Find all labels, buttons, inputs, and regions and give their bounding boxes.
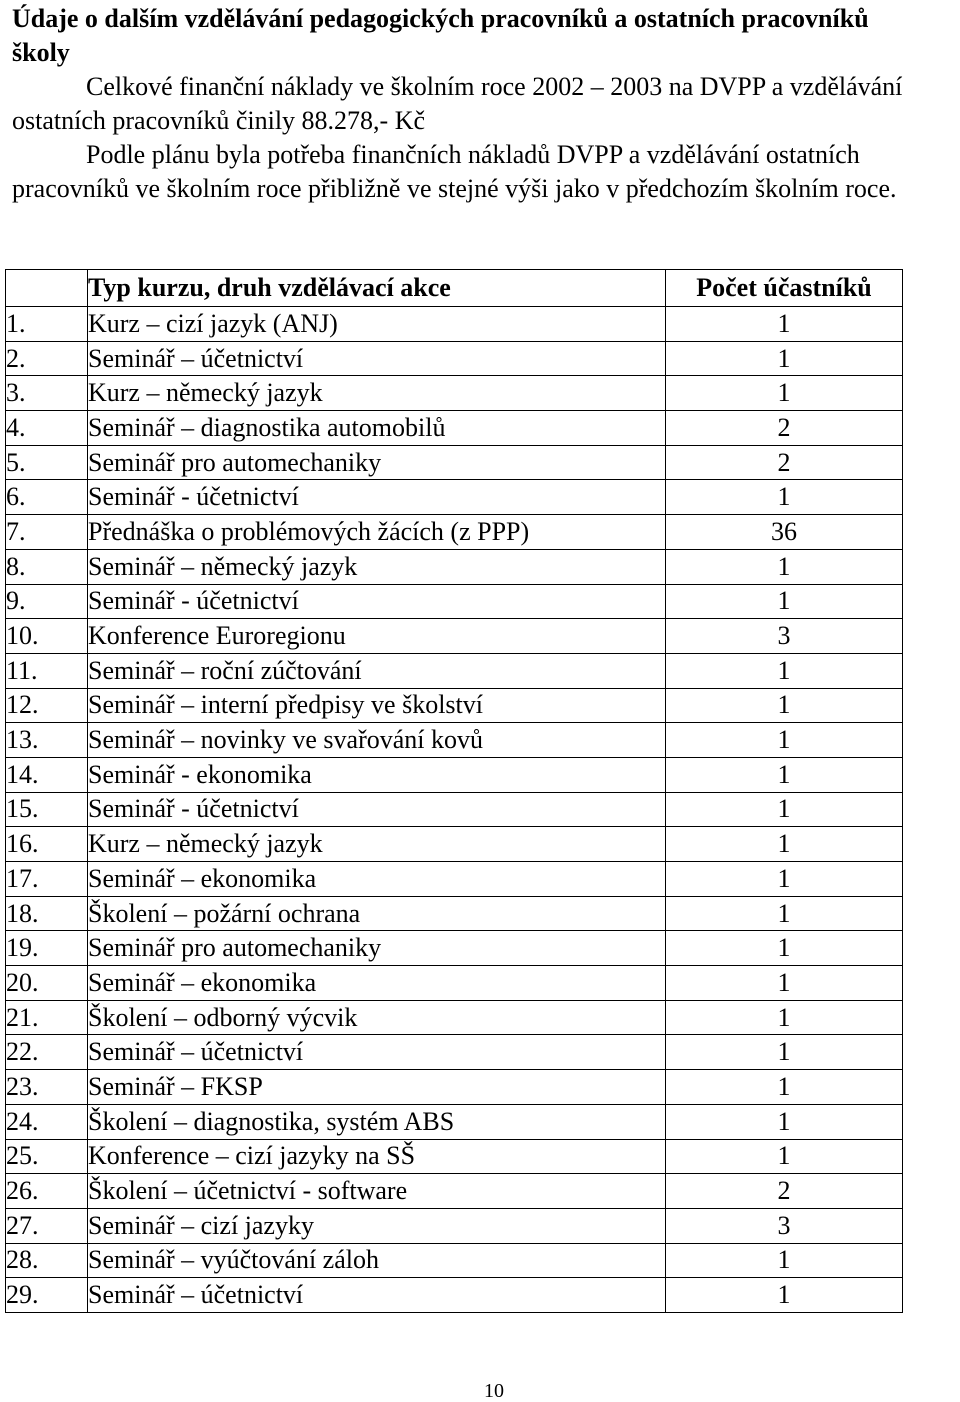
header-course-type: Typ kurzu, druh vzdělávací akce [88,270,666,307]
participant-count: 2 [666,1174,903,1209]
table-row [6,411,903,446]
course-name: Seminář – ekonomika [88,966,666,1001]
page-number: 10 [484,1380,504,1402]
table-row [6,723,903,758]
table-row [6,1035,903,1070]
table-row [6,966,903,1001]
participant-count: 1 [666,966,903,1001]
row-number: 28. [6,1243,88,1278]
course-name: Školení – účetnictví - software [88,1174,666,1209]
row-number: 29. [6,1278,88,1313]
row-number: 13. [6,723,88,758]
participant-count: 1 [666,341,903,376]
table-row [6,619,903,654]
section-heading: Údaje o dalším vzdělávání pedagogických pracovníků a ostatních pracovníků školy [12,4,869,67]
row-number: 7. [6,515,88,550]
row-number: 12. [6,688,88,723]
row-number: 3. [6,376,88,411]
course-name: Školení – požární ochrana [88,896,666,931]
participant-count: 1 [666,896,903,931]
course-name: Kurz – německý jazyk [88,376,666,411]
participant-count: 1 [666,1278,903,1313]
course-name: Seminář - účetnictví [88,792,666,827]
course-name: Seminář – FKSP [88,1070,666,1105]
course-name: Seminář – diagnostika automobilů [88,411,666,446]
participant-count: 1 [666,584,903,619]
table-row [6,549,903,584]
participant-count: 1 [666,653,903,688]
table-row [6,1208,903,1243]
row-number: 1. [6,307,88,342]
table-row [6,307,903,342]
table-row [6,862,903,897]
row-number: 18. [6,896,88,931]
table-row [6,515,903,550]
row-number: 4. [6,411,88,446]
table-row [6,1139,903,1174]
courses-table [5,269,903,1313]
course-name: Seminář – novinky ve svařování kovů [88,723,666,758]
row-number: 2. [6,341,88,376]
participant-count: 1 [666,480,903,515]
table-row [6,480,903,515]
participant-count: 2 [666,411,903,446]
row-number: 11. [6,653,88,688]
participant-count: 1 [666,307,903,342]
row-number: 22. [6,1035,88,1070]
participant-count: 36 [666,515,903,550]
participant-count: 1 [666,757,903,792]
table-row [6,1104,903,1139]
table-row [6,896,903,931]
table-row [6,653,903,688]
row-number: 17. [6,862,88,897]
row-number: 6. [6,480,88,515]
table-row [6,1174,903,1209]
table-row [6,584,903,619]
table-row [6,1278,903,1313]
course-name: Seminář – německý jazyk [88,549,666,584]
course-name: Konference Euroregionu [88,619,666,654]
costs-paragraph: Celkové finanční náklady ve školním roce 2002 – 2003 na DVPP a vzdělávání ostatních pracovníků činily 88.278,- Kč [12,72,903,135]
row-number: 25. [6,1139,88,1174]
table-row [6,827,903,862]
table-row [6,931,903,966]
course-name: Školení – diagnostika, systém ABS [88,1104,666,1139]
course-name: Konference – cizí jazyky na SŠ [88,1139,666,1174]
row-number: 20. [6,966,88,1001]
row-number: 19. [6,931,88,966]
course-name: Seminář - účetnictví [88,584,666,619]
row-number: 16. [6,827,88,862]
table-header-row [6,270,903,307]
course-name: Kurz – německý jazyk [88,827,666,862]
row-number: 23. [6,1070,88,1105]
participant-count: 1 [666,723,903,758]
table-row [6,1000,903,1035]
row-number: 24. [6,1104,88,1139]
course-name: Seminář – cizí jazyky [88,1208,666,1243]
row-number: 5. [6,445,88,480]
participant-count: 1 [666,376,903,411]
course-name: Seminář – účetnictví [88,1035,666,1070]
course-name: Seminář pro automechaniky [88,445,666,480]
row-number: 27. [6,1208,88,1243]
header-number-cell [6,270,88,307]
course-name: Seminář - účetnictví [88,480,666,515]
participant-count: 1 [666,549,903,584]
course-name: Seminář – roční zúčtování [88,653,666,688]
participant-count: 2 [666,445,903,480]
participant-count: 1 [666,688,903,723]
plan-paragraph: Podle plánu byla potřeba finančních nákladů DVPP a vzdělávání ostatních pracovníků ve školním roce přibližně ve stejné výši jako v předchozím školním roce. [12,140,897,203]
table-row [6,341,903,376]
table-row [6,792,903,827]
table-row [6,688,903,723]
course-name: Seminář – ekonomika [88,862,666,897]
participant-count: 1 [666,1000,903,1035]
course-name: Přednáška o problémových žácích (z PPP) [88,515,666,550]
header-participant-count: Počet účastníků [666,270,903,307]
participant-count: 1 [666,792,903,827]
table-row [6,445,903,480]
course-name: Seminář pro automechaniky [88,931,666,966]
row-number: 26. [6,1174,88,1209]
table-row [6,1070,903,1105]
table-row [6,757,903,792]
table-row [6,376,903,411]
participant-count: 1 [666,1070,903,1105]
table-row [6,1243,903,1278]
participant-count: 1 [666,1243,903,1278]
participant-count: 1 [666,1139,903,1174]
row-number: 21. [6,1000,88,1035]
participant-count: 1 [666,931,903,966]
participant-count: 3 [666,1208,903,1243]
course-name: Školení – odborný výcvik [88,1000,666,1035]
participant-count: 3 [666,619,903,654]
course-name: Seminář – účetnictví [88,1278,666,1313]
participant-count: 1 [666,1104,903,1139]
participant-count: 1 [666,1035,903,1070]
table-body [6,307,903,1313]
row-number: 9. [6,584,88,619]
course-name: Kurz – cizí jazyk (ANJ) [88,307,666,342]
row-number: 14. [6,757,88,792]
participant-count: 1 [666,862,903,897]
course-name: Seminář – účetnictví [88,341,666,376]
course-name: Seminář – vyúčtování záloh [88,1243,666,1278]
row-number: 8. [6,549,88,584]
row-number: 10. [6,619,88,654]
participant-count: 1 [666,827,903,862]
course-name: Seminář – interní předpisy ve školství [88,688,666,723]
course-name: Seminář - ekonomika [88,757,666,792]
row-number: 15. [6,792,88,827]
